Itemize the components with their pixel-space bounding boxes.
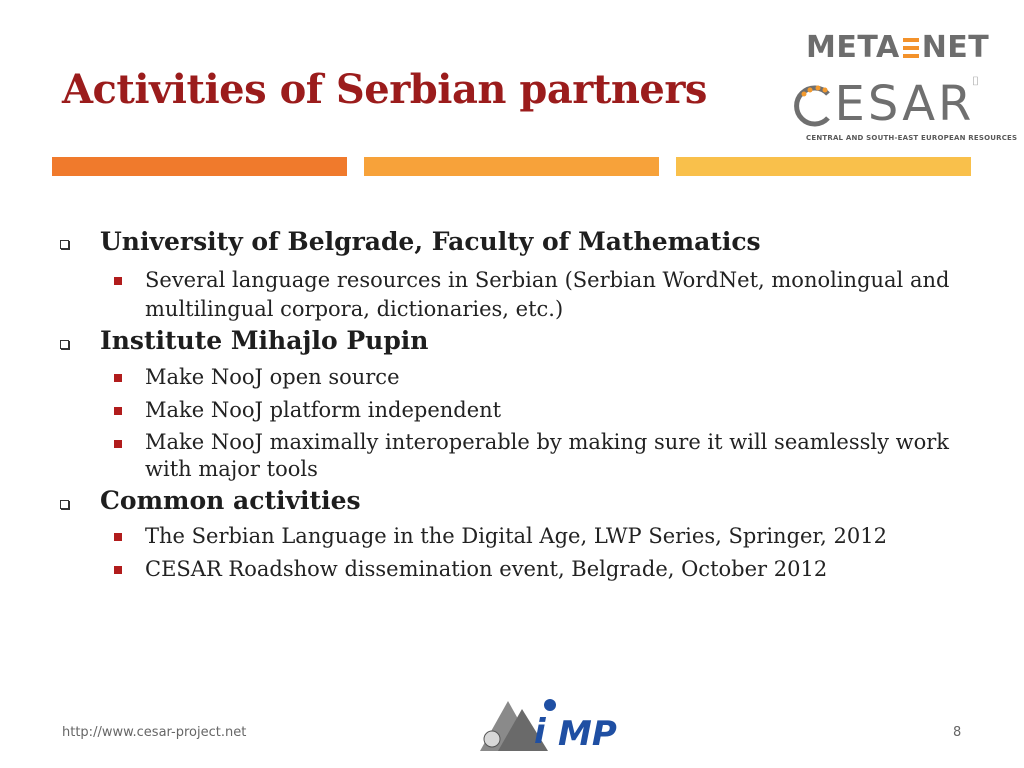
header-stripe-2 xyxy=(364,157,659,176)
section-heading-common: Common activities xyxy=(100,486,361,515)
header-stripe-1 xyxy=(52,157,347,176)
metanet-logo-right: NET xyxy=(921,30,990,65)
square-bullet-icon xyxy=(60,340,69,349)
square-bullet-icon xyxy=(114,277,122,285)
list-item: Make NooJ open source xyxy=(145,365,400,389)
square-bullet-icon xyxy=(114,533,122,541)
list-item: Make NooJ maximally interoperable by making sure it will seamlessly work with major tools xyxy=(145,430,950,481)
imp-logo xyxy=(478,693,628,755)
square-bullet-icon xyxy=(114,440,122,448)
footer-url: http://www.cesar-project.net xyxy=(62,725,247,740)
metanet-logo-mark xyxy=(903,36,919,60)
list-item: Make NooJ platform independent xyxy=(145,398,502,422)
square-bullet-icon xyxy=(60,500,69,509)
metanet-logo-left: META xyxy=(806,30,900,65)
slide-title: Activities of Serbian partners xyxy=(62,66,707,113)
cesar-c-mark xyxy=(798,80,835,128)
square-bullet-icon xyxy=(114,407,122,415)
cesar-logo xyxy=(798,76,975,132)
cesar-subtitle: CENTRAL AND SOUTH-EAST EUROPEAN RESOURCES xyxy=(806,134,1018,142)
page-number: 8 xyxy=(953,725,962,740)
imp-logo-text: MP xyxy=(558,714,617,754)
metanet-logo xyxy=(806,30,989,65)
square-bullet-icon xyxy=(114,566,122,574)
cesar-logo-text: ESAR xyxy=(834,76,975,132)
list-item: CESAR Roadshow dissemination event, Belgrade, October 2012 xyxy=(145,557,828,581)
flag-icon: ⌷ xyxy=(972,74,980,88)
section-heading-university: University of Belgrade, Faculty of Mathematics xyxy=(100,227,761,256)
list-item: Several language resources in Serbian (Serbian WordNet, monolingual and multilingual corpora, dictionaries, etc.) xyxy=(145,268,950,321)
cesar-c-icon xyxy=(792,84,836,128)
section-heading-institute: Institute Mihajlo Pupin xyxy=(100,326,429,355)
list-item: The Serbian Language in the Digital Age, LWP Series, Springer, 2012 xyxy=(145,524,887,548)
square-bullet-icon xyxy=(114,374,122,382)
svg-text:i: i xyxy=(534,712,546,752)
header-stripe-3 xyxy=(676,157,971,176)
square-bullet-icon xyxy=(60,240,69,249)
